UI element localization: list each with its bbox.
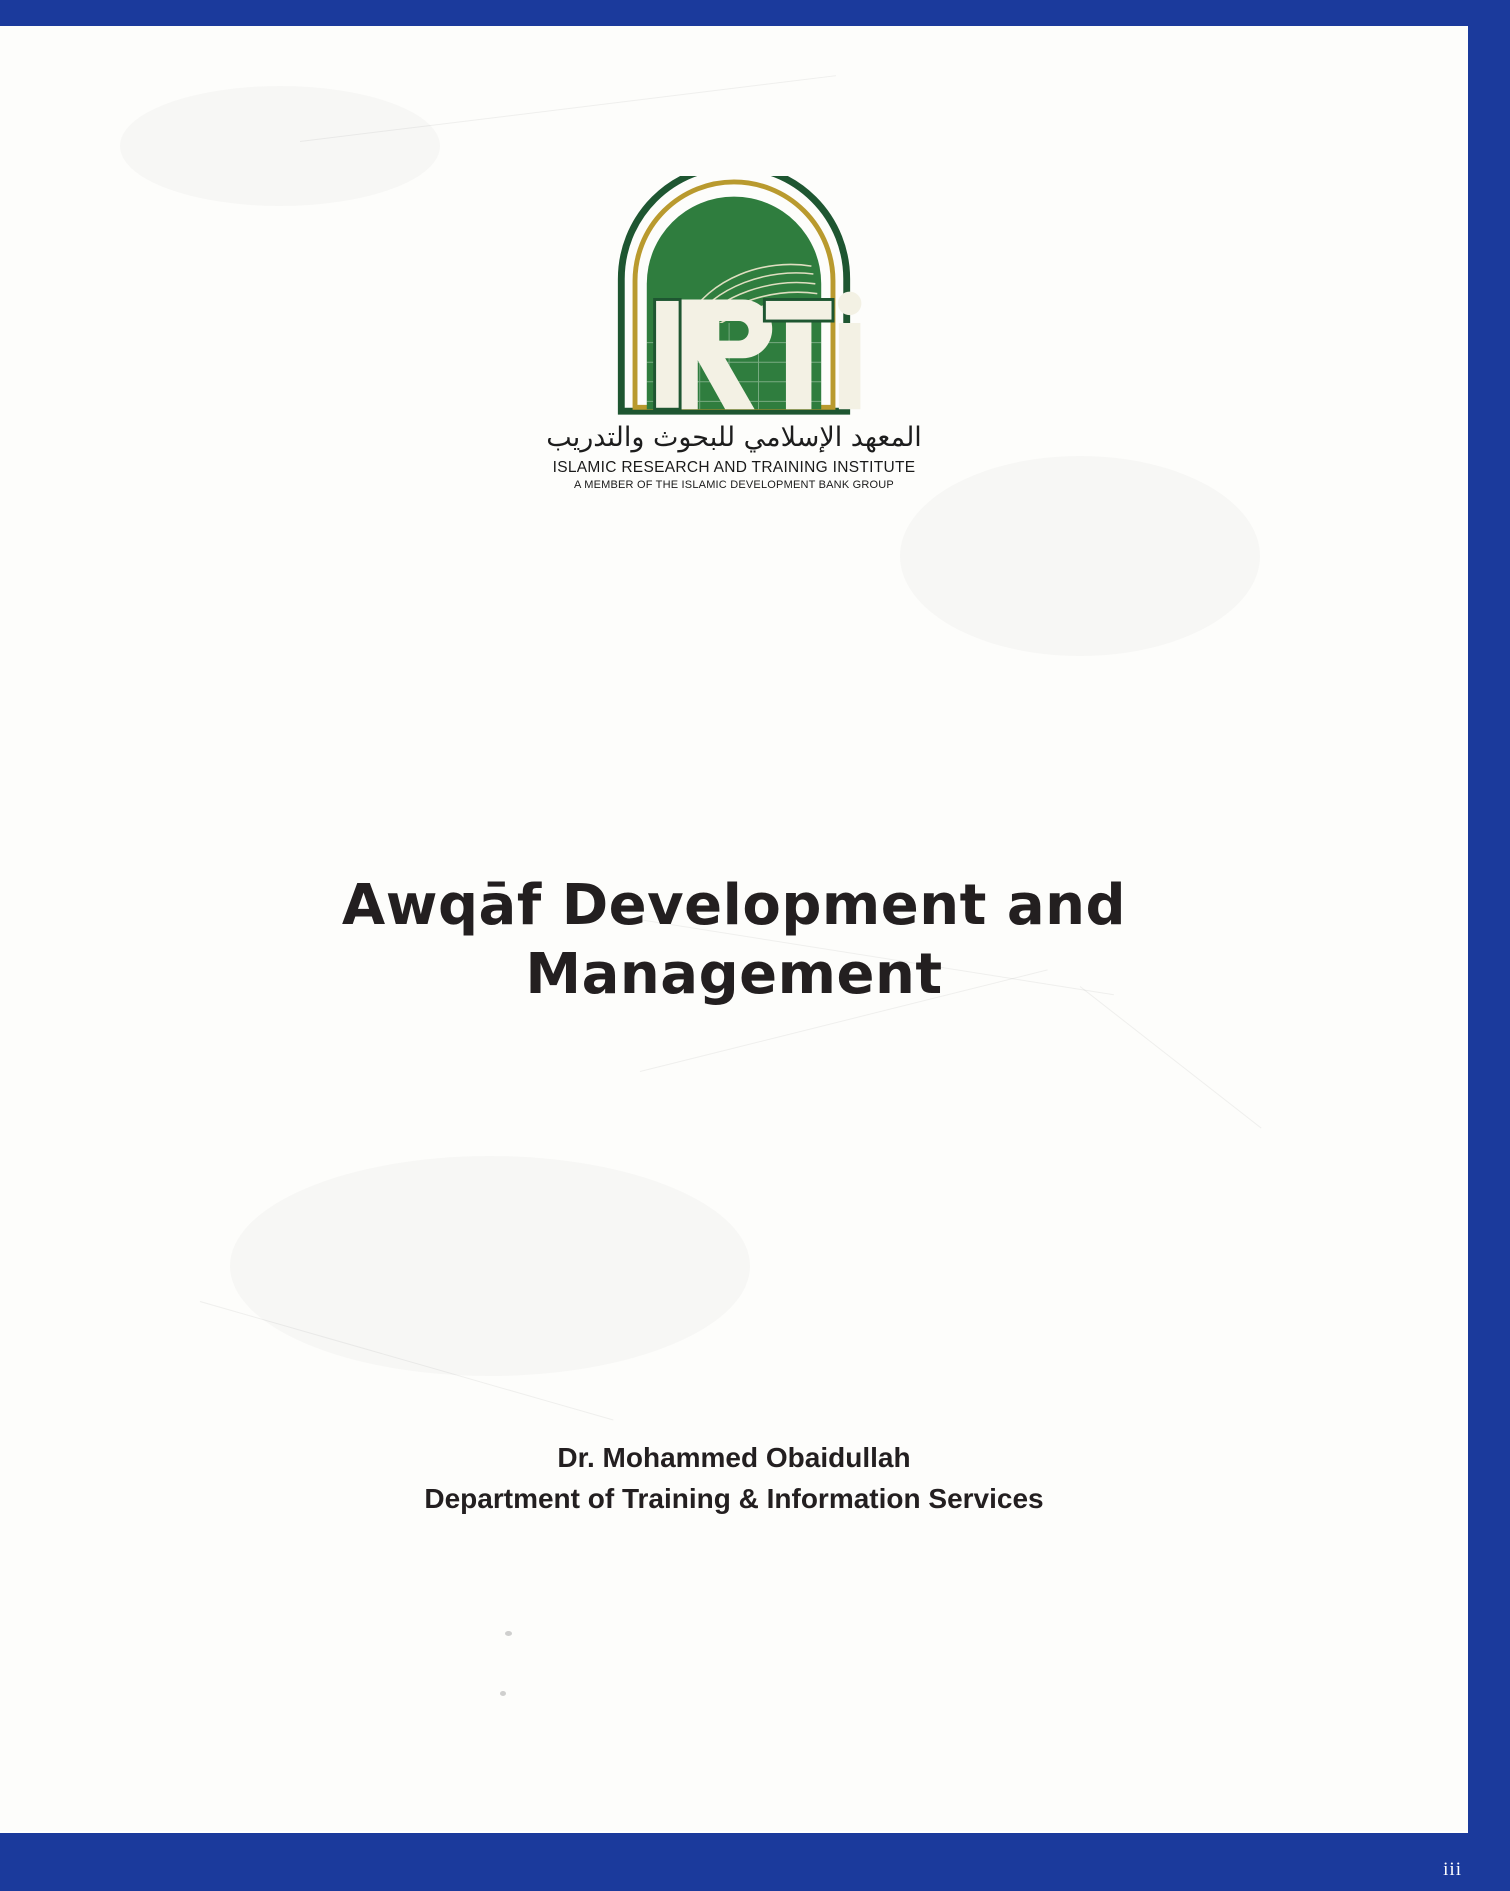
irti-logo	[0, 176, 1468, 491]
scan-edge-bottom	[0, 1833, 1510, 1891]
irti-name-line2: A MEMBER OF THE ISLAMIC DEVELOPMENT BANK GROUP	[574, 478, 894, 491]
paper-speck	[500, 1691, 506, 1696]
paper-scratch	[200, 1301, 614, 1420]
irti-name-line1: ISLAMIC RESEARCH AND TRAINING INSTITUTE	[552, 458, 916, 476]
scan-edge-top	[0, 0, 1510, 26]
irti-logo-icon	[589, 176, 879, 421]
document-title: Awqāf Development and Management	[341, 873, 1127, 1008]
author-block	[0, 1438, 1468, 1519]
paper-sheet	[0, 26, 1468, 1831]
title-block	[0, 871, 1468, 1010]
page-number: iii	[1443, 1859, 1462, 1880]
author-department: Department of Training & Information Services	[424, 1482, 1044, 1514]
author-name: Dr. Mohammed Obaidullah	[557, 1442, 911, 1473]
scan-edge-right	[1468, 0, 1510, 1891]
paper-smudge	[230, 1156, 750, 1376]
paper-speck	[505, 1631, 512, 1636]
irti-arabic-name: المعهد الإسلامي للبحوث والتدريب	[546, 422, 922, 453]
paper-scratch	[300, 75, 836, 142]
